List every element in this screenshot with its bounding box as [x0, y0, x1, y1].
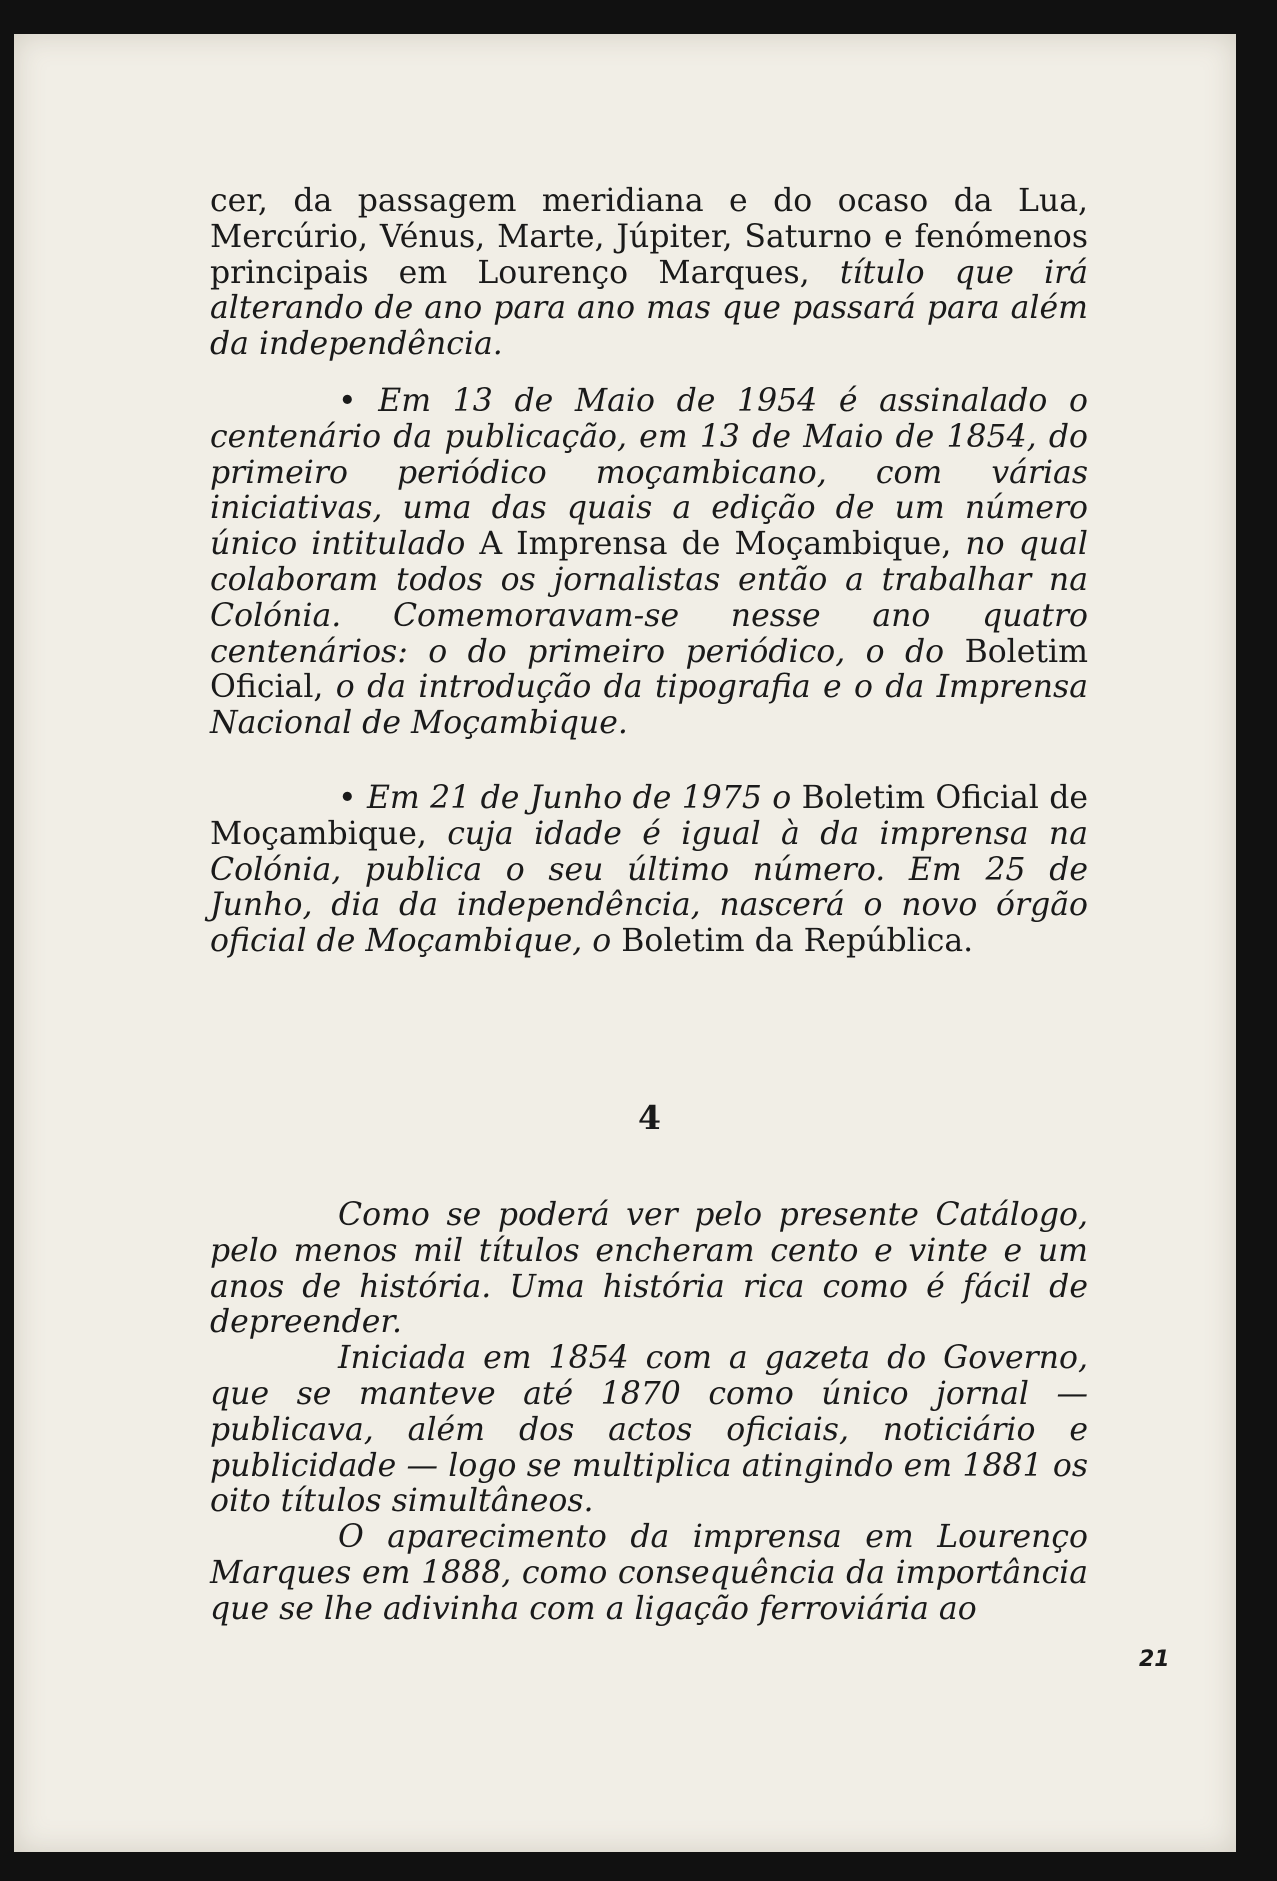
page-number: 21	[1139, 1647, 1170, 1672]
section-number: 4	[638, 1098, 661, 1137]
section-4-body	[210, 1198, 1088, 1628]
paragraph-italic-text: • Em 13 de Maio de 1954 é assinalado o centenário da publicação, em 13 de Maio de 1854, do primeiro periódico moçambicano, com várias iniciativas, uma das quais a edição de um número único intitulado	[210, 383, 1088, 563]
section-paragraph: O aparecimento da imprensa em Lourenço Marques em 1888, como consequência da importância que se lhe adivinha com a ligação ferroviária ao	[210, 1519, 1088, 1627]
paragraph-italic-text: • Em 21 de Junho de 1975 o	[338, 780, 802, 816]
publication-title: Boletim Oficial de Moçambique,	[210, 780, 1089, 852]
publication-title: Boletim da República.	[621, 923, 974, 960]
paragraph-ephemerides	[210, 184, 1088, 363]
paragraph-italic-text: o da introdução da tipografia e o da Imprensa Nacional de Moçambique.	[210, 669, 1088, 742]
paragraph-centenary-1954	[210, 384, 1088, 742]
paragraph-june-1975	[210, 781, 1088, 960]
book-page	[14, 34, 1236, 1852]
publication-title: Boletim Oficial,	[210, 633, 1088, 706]
paragraph-italic-text: cuja idade é igual à da imprensa na Colónia, publica o seu último número. Em 25 de Junho, dia da independência, nascerá o novo órgão oficial de Moçambique, o	[210, 815, 1088, 960]
paragraph-text: cer, da passagem meridiana e do ocaso da Lua, Mercúrio, Vénus, Marte, Júpiter, Saturno e fenómenos principais em Lourenço Marques,	[210, 183, 1088, 291]
publication-title: A Imprensa de Moçambique,	[479, 526, 952, 563]
paragraph-italic-text: título que irá alterando de ano para ano mas que passará para além da independência.	[210, 254, 1088, 363]
section-paragraph: Como se poderá ver pelo presente Catálogo, pelo menos mil títulos encheram cento e vinte e um anos de história. Uma história rica como é fácil de depreender.	[210, 1197, 1088, 1341]
section-paragraph: Iniciada em 1854 com a gazeta do Governo, que se manteve até 1870 como único jornal — publicava, além dos actos oficiais, noticiário e publicidade — logo se multiplica atingindo em 1881 os oito títulos simultâneos.	[210, 1340, 1088, 1520]
paragraph-italic-text: no qual colaboram todos os jornalistas então a trabalhar na Colónia. Comemoravam-se nesse ano quatro centenários: o do primeiro periódico, o do	[210, 526, 1088, 670]
